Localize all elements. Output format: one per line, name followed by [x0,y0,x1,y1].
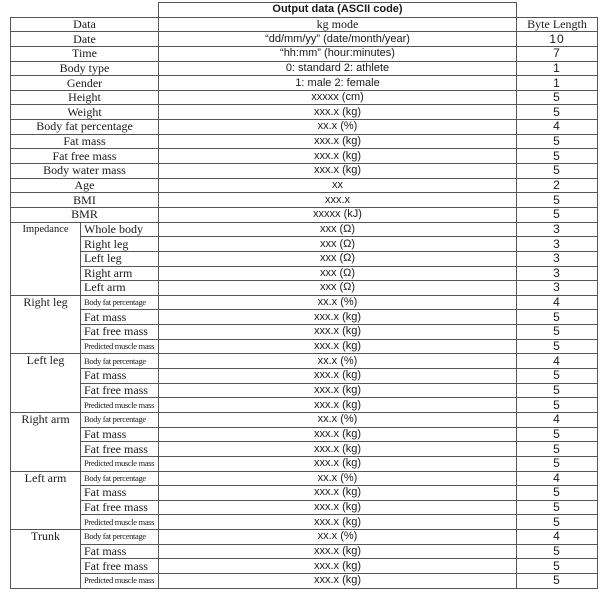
table-row [11,295,598,310]
row-byte-length: 3 [517,251,598,266]
row-name: Fat free mass [81,559,159,574]
table-row [11,544,598,559]
row-name: Fat mass [81,369,159,384]
row-name: Right leg [81,237,159,252]
row-name: Predicted muscle mass [81,339,159,354]
row-name: Gender [11,76,159,91]
row-byte-length: 3 [517,237,598,252]
row-value: 0: standard 2: athlete [159,61,517,76]
row-value: xxx (Ω) [159,222,517,237]
row-byte-length: 5 [517,164,598,179]
row-name: Left leg [81,251,159,266]
row-value: xxx.x (kg) [159,134,517,149]
row-byte-length: 5 [517,559,598,574]
row-name: Body fat percentage [81,412,159,427]
row-value: “dd/mm/yy” (date/month/year) [159,32,517,47]
row-byte-length: 5 [517,207,598,222]
row-value: xx.x (%) [159,354,517,369]
row-byte-length: 1 [517,61,598,76]
group-label-segment: Right arm [11,412,81,471]
row-byte-length: 5 [517,325,598,340]
row-name: Body fat percentage [81,471,159,486]
row-value: xxx (Ω) [159,266,517,281]
header-col-mode: kg mode [159,17,517,32]
row-name: Fat free mass [81,442,159,457]
header-col-bytes: Byte Length [517,17,598,32]
row-name: Right arm [81,266,159,281]
row-byte-length: 3 [517,222,598,237]
row-value: xxx.x (kg) [159,456,517,471]
table-row [11,207,598,222]
row-byte-length: 5 [517,544,598,559]
group-label-segment: Left leg [11,354,81,413]
row-value: xx.x (%) [159,412,517,427]
row-value: xx [159,178,517,193]
header-row-top [11,3,598,18]
row-byte-length: 10 [517,32,598,47]
table-row [11,61,598,76]
table-row [11,266,598,281]
table-row [11,369,598,384]
table-row [11,559,598,574]
table-row [11,412,598,427]
row-name: Fat free mass [81,383,159,398]
row-name: Body fat percentage [81,354,159,369]
row-byte-length: 3 [517,266,598,281]
row-byte-length: 5 [517,369,598,384]
row-value: xxx.x (kg) [159,559,517,574]
row-value: xxx.x (kg) [159,325,517,340]
table-row [11,164,598,179]
row-byte-length: 5 [517,90,598,105]
row-name: Body water mass [11,164,159,179]
row-value: xx.x (%) [159,120,517,135]
row-byte-length: 5 [517,310,598,325]
row-byte-length: 4 [517,530,598,545]
header-empty-cell [11,3,159,18]
row-byte-length: 5 [517,515,598,530]
table-row [11,281,598,296]
row-name: Body fat percentage [81,530,159,545]
row-value: xxxxx (kJ) [159,207,517,222]
row-value: xxx (Ω) [159,281,517,296]
row-value: “hh:mm” (hour:minutes) [159,46,517,61]
row-byte-length: 4 [517,120,598,135]
row-byte-length: 4 [517,471,598,486]
table-row [11,530,598,545]
table-row [11,105,598,120]
table-row [11,383,598,398]
table-row [11,486,598,501]
row-name: Whole body [81,222,159,237]
output-data-table-body [11,3,598,589]
table-row [11,90,598,105]
table-row [11,32,598,47]
row-name: Body fat percentage [11,120,159,135]
row-name: Fat free mass [81,325,159,340]
row-byte-length: 4 [517,412,598,427]
row-byte-length: 2 [517,178,598,193]
row-byte-length: 4 [517,354,598,369]
table-row [11,46,598,61]
table-row [11,325,598,340]
header-col-data: Data [11,17,159,32]
row-name: Fat mass [81,427,159,442]
row-byte-length: 7 [517,46,598,61]
row-name: Body type [11,61,159,76]
row-byte-length: 5 [517,427,598,442]
row-value: xxx (Ω) [159,237,517,252]
table-row [11,427,598,442]
table-row [11,76,598,91]
row-name: Predicted muscle mass [81,515,159,530]
row-value: xxx.x (kg) [159,486,517,501]
group-label-segment: Trunk [11,530,81,589]
header-output-data: Output data (ASCII code) [159,3,517,18]
row-value: xxx.x (kg) [159,105,517,120]
row-value: xxx.x (kg) [159,149,517,164]
row-byte-length: 5 [517,339,598,354]
table-row [11,193,598,208]
row-value: 1: male 2: female [159,76,517,91]
row-value: xx.x (%) [159,530,517,545]
row-name: Body fat percentage [81,295,159,310]
row-value: xxxxx (cm) [159,90,517,105]
row-value: xx.x (%) [159,295,517,310]
group-label-impedance: Impedance [11,222,81,295]
row-value: xxx.x (kg) [159,500,517,515]
row-byte-length: 5 [517,383,598,398]
row-name: BMR [11,207,159,222]
row-byte-length: 5 [517,500,598,515]
row-value: xxx.x (kg) [159,515,517,530]
row-value: xxx.x (kg) [159,369,517,384]
row-name: Age [11,178,159,193]
row-value: xxx.x (kg) [159,442,517,457]
row-value: xxx.x (kg) [159,544,517,559]
table-row [11,149,598,164]
table-row [11,515,598,530]
row-value: xxx.x (kg) [159,383,517,398]
table-row [11,442,598,457]
row-byte-length: 5 [517,442,598,457]
row-value: xxx.x (kg) [159,573,517,588]
row-value: xx.x (%) [159,471,517,486]
row-name: Height [11,90,159,105]
row-byte-length: 5 [517,105,598,120]
table-row [11,222,598,237]
row-value: xxx.x (kg) [159,310,517,325]
table-row [11,310,598,325]
table-row [11,573,598,588]
row-byte-length: 3 [517,281,598,296]
group-label-segment: Right leg [11,295,81,354]
row-byte-length: 5 [517,573,598,588]
row-name: Predicted muscle mass [81,573,159,588]
table-row [11,251,598,266]
table-row [11,237,598,252]
table-row [11,456,598,471]
row-name: Fat mass [11,134,159,149]
table-row [11,339,598,354]
table-row [11,398,598,413]
row-value: xxx.x (kg) [159,164,517,179]
row-name: Fat free mass [81,500,159,515]
row-name: Fat free mass [11,149,159,164]
row-value: xxx.x (kg) [159,427,517,442]
row-value: xxx.x (kg) [159,339,517,354]
row-byte-length: 1 [517,76,598,91]
row-byte-length: 5 [517,149,598,164]
table-row [11,178,598,193]
row-name: Left arm [81,281,159,296]
group-label-segment: Left arm [11,471,81,530]
row-byte-length: 5 [517,486,598,501]
table-row [11,120,598,135]
row-byte-length: 5 [517,398,598,413]
row-name: Predicted muscle mass [81,456,159,471]
row-byte-length: 4 [517,295,598,310]
row-name: Date [11,32,159,47]
row-name: Predicted muscle mass [81,398,159,413]
row-byte-length: 5 [517,193,598,208]
row-value: xxx.x (kg) [159,398,517,413]
table-row [11,471,598,486]
output-data-table [10,2,598,589]
header-empty-cell-right [517,3,598,18]
row-value: xxx.x [159,193,517,208]
row-name: Time [11,46,159,61]
row-byte-length: 5 [517,134,598,149]
row-name: Fat mass [81,544,159,559]
table-row [11,354,598,369]
row-name: Weight [11,105,159,120]
table-row [11,500,598,515]
row-name: BMI [11,193,159,208]
header-row-columns [11,17,598,32]
row-byte-length: 5 [517,456,598,471]
row-name: Fat mass [81,310,159,325]
row-name: Fat mass [81,486,159,501]
row-value: xxx (Ω) [159,251,517,266]
table-row [11,134,598,149]
